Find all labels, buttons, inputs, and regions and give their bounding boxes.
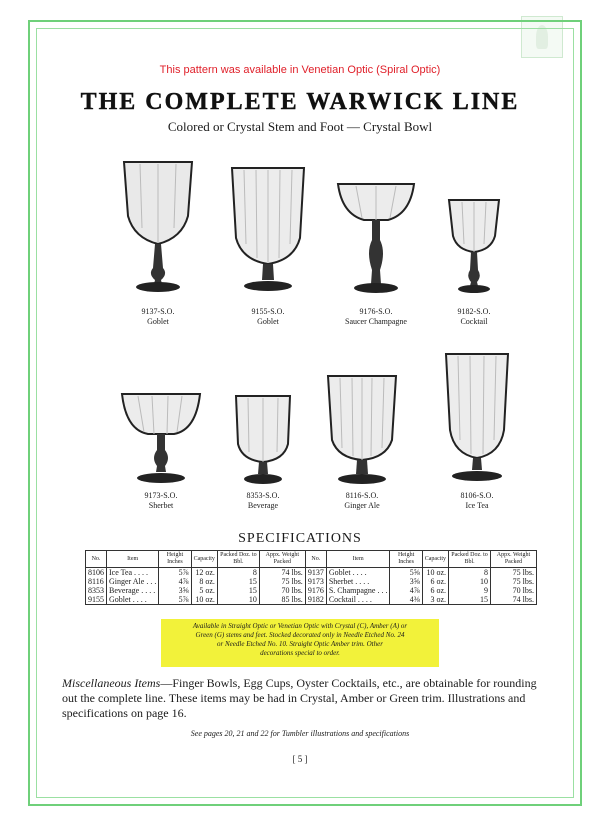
cell-capacity: 5 oz. <box>191 586 217 595</box>
cell-weight: 75 lbs. <box>491 568 537 578</box>
glass-caption <box>424 307 524 327</box>
availability-line: decorations special to order. <box>260 649 340 657</box>
cell-no: 8116 <box>86 577 107 586</box>
cell-packed: 15 <box>217 586 259 595</box>
availability-line: Green (G) stems and feet. Stocked decorated only in Needle Etched No. 24 <box>195 631 405 639</box>
availability-line: Available in Straight Optic or Venetian Optic with Crystal (C), Amber (A) or <box>192 622 408 630</box>
cell-weight: 75 lbs. <box>259 577 305 586</box>
glass-caption <box>427 491 527 511</box>
glass-8106-illustration <box>444 350 510 486</box>
cell-packed: 8 <box>217 568 259 578</box>
col-header-item: Item <box>107 551 159 568</box>
cell-packed: 15 <box>217 577 259 586</box>
glass-name: Sherbet <box>148 501 174 510</box>
availability-note <box>161 619 439 667</box>
cell-height: 3⅝ <box>159 586 191 595</box>
cell-item: Cocktail . . . . <box>326 595 390 605</box>
glass-name: Cocktail <box>460 317 488 326</box>
col-header-capacity: Capacity <box>191 551 217 568</box>
cell-capacity: 6 oz. <box>422 586 448 595</box>
cell-item: Ginger Ale . . . <box>107 577 159 586</box>
glass-caption <box>326 307 426 327</box>
glass-code: 9137-S.O. <box>141 307 175 316</box>
cell-packed: 10 <box>217 595 259 605</box>
table-header-row <box>86 551 537 568</box>
glass-code: 9182-S.O. <box>457 307 491 316</box>
cell-weight: 70 lbs. <box>491 586 537 595</box>
cell-item: Ice Tea . . . . <box>107 568 159 578</box>
miscellaneous-items-paragraph <box>62 676 548 721</box>
cell-item: Beverage . . . . <box>107 586 159 595</box>
glass-code: 8353-S.O. <box>246 491 280 500</box>
glass-name: Beverage <box>247 501 279 510</box>
cell-height: 4⅞ <box>159 577 191 586</box>
specifications-title: SPECIFICATIONS <box>238 531 362 546</box>
cell-weight: 74 lbs. <box>491 595 537 605</box>
cell-weight: 74 lbs. <box>259 568 305 578</box>
cell-no: 9173 <box>305 577 326 586</box>
specifications-table <box>85 550 537 605</box>
cell-capacity: 3 oz. <box>422 595 448 605</box>
misc-text: —Finger Bowls, Egg Cups, Oyster Cocktails, etc., are obtainable for rounding out the complete line. These items may be had in Crystal, Amber or Green trim. Illustrations and specifications on page 16. <box>62 676 537 720</box>
glass-9137-illustration <box>120 158 196 296</box>
cell-height: 5⅝ <box>390 568 422 578</box>
cell-packed: 8 <box>449 568 491 578</box>
misc-lead: Miscellaneous Items <box>62 676 161 690</box>
cell-packed: 15 <box>449 595 491 605</box>
cell-weight: 85 lbs. <box>259 595 305 605</box>
cell-height: 4⅜ <box>390 595 422 605</box>
col-header-no: No. <box>305 551 326 568</box>
glass-8116-illustration <box>326 372 398 488</box>
glass-name: Ginger Ale <box>344 501 380 510</box>
table-row <box>86 568 537 578</box>
cell-no: 9182 <box>305 595 326 605</box>
col-header-weight: Appx. Weight Packed <box>259 551 305 568</box>
table-row <box>86 586 537 595</box>
page-subtitle: Colored or Crystal Stem and Foot — Crystal Bowl <box>167 119 433 134</box>
cell-capacity: 12 oz. <box>191 568 217 578</box>
col-header-height: Height Inches <box>159 551 191 568</box>
glass-caption <box>108 307 208 327</box>
table-row <box>86 577 537 586</box>
footnote: See pages 20, 21 and 22 for Tumbler illustrations and specifications <box>190 729 410 738</box>
cell-height: 4⅞ <box>390 586 422 595</box>
glass-code: 8106-S.O. <box>460 491 494 500</box>
cell-capacity: 10 oz. <box>191 595 217 605</box>
cell-item: Goblet . . . . <box>326 568 390 578</box>
glass-9173-illustration <box>120 390 202 488</box>
glass-caption <box>111 491 211 511</box>
col-header-height: Height Inches <box>390 551 422 568</box>
cell-height: 3⅝ <box>390 577 422 586</box>
availability-line: or Needle Etched No. 10. Straight Optic Amber trim. Other <box>217 640 383 648</box>
cell-capacity: 8 oz. <box>191 577 217 586</box>
glass-9176-illustration <box>336 180 416 296</box>
col-header-weight: Appx. Weight Packed <box>491 551 537 568</box>
col-header-capacity: Capacity <box>422 551 448 568</box>
cell-height: 5⅞ <box>159 568 191 578</box>
cell-no: 9155 <box>86 595 107 605</box>
cell-packed: 10 <box>449 577 491 586</box>
cell-packed: 9 <box>449 586 491 595</box>
glass-name: Goblet <box>257 317 279 326</box>
pattern-note: This pattern was available in Venetian Optic (Spiral Optic) <box>159 64 441 76</box>
glass-name: Saucer Champagne <box>345 317 407 326</box>
glass-caption <box>213 491 313 511</box>
glass-name: Goblet <box>147 317 169 326</box>
cell-capacity: 10 oz. <box>422 568 448 578</box>
col-header-no: No. <box>86 551 107 568</box>
table-row <box>86 595 537 605</box>
cell-item: S. Champagne . . . <box>326 586 390 595</box>
glass-caption <box>218 307 318 327</box>
cell-item: Goblet . . . . <box>107 595 159 605</box>
cell-no: 8353 <box>86 586 107 595</box>
col-header-packed: Packed Doz. to Bbl. <box>217 551 259 568</box>
glass-name: Ice Tea <box>465 501 489 510</box>
glass-8353-illustration <box>234 392 292 488</box>
glass-code: 8116-S.O. <box>345 491 379 500</box>
cell-weight: 70 lbs. <box>259 586 305 595</box>
col-header-packed: Packed Doz. to Bbl. <box>449 551 491 568</box>
col-header-item: Item <box>326 551 390 568</box>
cell-capacity: 6 oz. <box>422 577 448 586</box>
glass-code: 9176-S.O. <box>359 307 393 316</box>
cell-no: 9176 <box>305 586 326 595</box>
glass-caption <box>312 491 412 511</box>
cell-item: Sherbet . . . . <box>326 577 390 586</box>
glass-9155-illustration <box>230 164 306 294</box>
cell-no: 9137 <box>305 568 326 578</box>
glass-9182-illustration <box>447 196 501 296</box>
page-title: THE COMPLETE WARWICK LINE <box>80 89 520 115</box>
cell-weight: 75 lbs. <box>491 577 537 586</box>
glass-code: 9173-S.O. <box>144 491 178 500</box>
glass-code: 9155-S.O. <box>251 307 285 316</box>
page-number: [ 5 ] <box>292 754 308 764</box>
cell-height: 5⅞ <box>159 595 191 605</box>
cell-no: 8106 <box>86 568 107 578</box>
